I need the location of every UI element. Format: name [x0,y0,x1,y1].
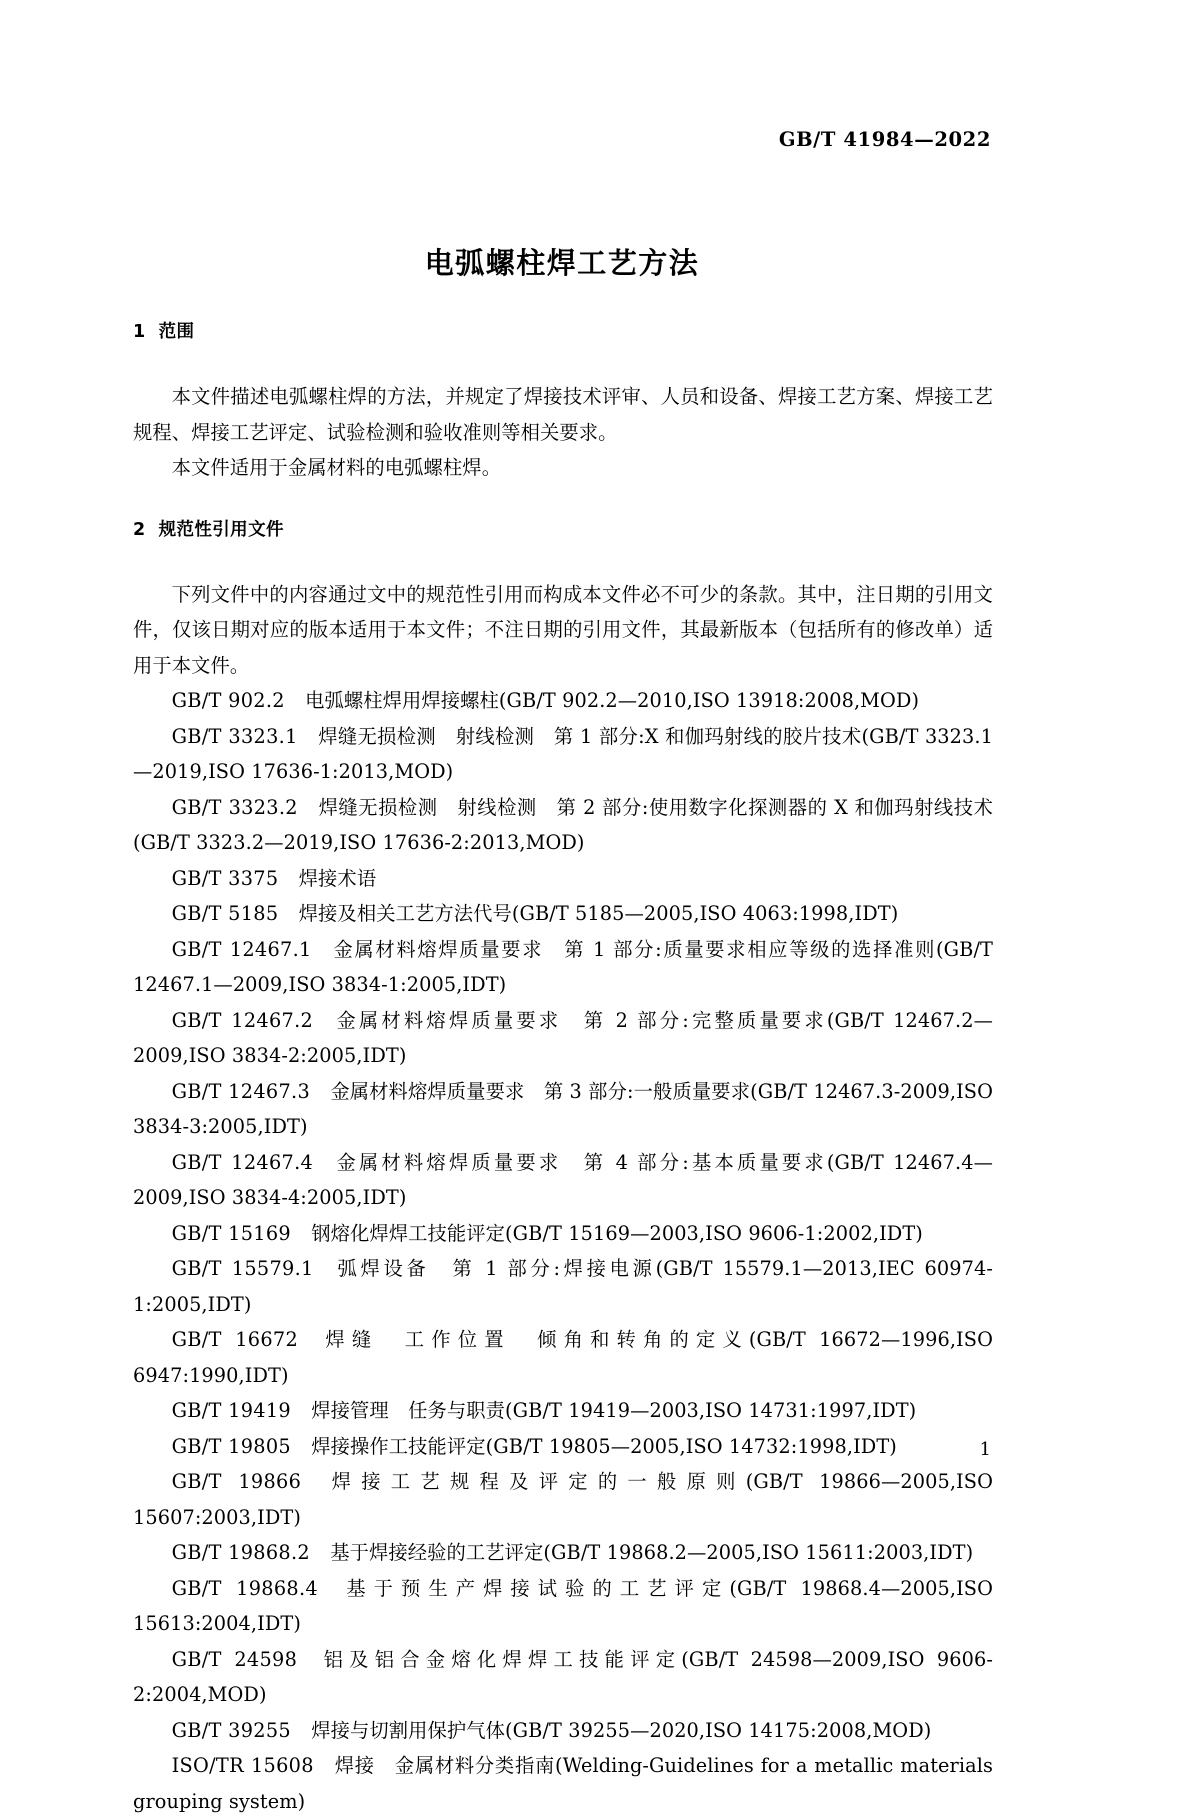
spacer [133,486,993,516]
reference-item [133,1535,993,1571]
reference-code: GB/T 3323.1 [171,724,298,748]
reference-code: ISO/TR 15608 [171,1754,314,1777]
reference-code: GB/T 24598 [171,1647,298,1671]
section-title-1: 范围 [158,322,195,342]
reference-item [133,1464,993,1535]
reference-text: 焊缝 工作位置 倾角和转角的定义(GB/T 16672—1996,ISO 6947:1990,IDT) [133,1328,993,1387]
reference-text: 铝及铝合金熔化焊焊工技能评定(GB/T 24598—2009,ISO 9606-2:2004,MOD) [133,1647,993,1706]
reference-code: GB/T 12467.3 [171,1079,311,1103]
spacer [133,541,993,577]
reference-item [133,1003,993,1074]
document-body [133,318,993,1819]
reference-text: 焊接管理 任务与职责(GB/T 19419—2003,ISO 14731:1997,IDT) [311,1399,917,1422]
reference-text: 电弧螺柱焊用焊接螺柱(GB/T 902.2—2010,ISO 13918:2008,MOD) [305,689,920,712]
reference-text: 焊接 金属材料分类指南(Welding-Guidelines for a metallic materials grouping system) [133,1754,993,1813]
reference-text: 焊接操作工技能评定(GB/T 19805—2005,ISO 14732:1998,IDT) [311,1434,897,1458]
reference-text: 基于预生产焊接试验的工艺评定(GB/T 19868.4—2005,ISO 15613:2004,IDT) [133,1576,994,1635]
section-1-paragraph-1: 本文件描述电弧螺柱焊的方法，并规定了焊接技术评审、人员和设备、焊接工艺方案、焊接工艺规程、焊接工艺评定、试验检测和验收准则等相关要求。 [133,385,993,444]
section-heading-1 [133,318,993,343]
reference-text: 弧焊设备 第 1 部分:焊接电源(GB/T 15579.1—2013,IEC 60974-1:2005,IDT) [133,1257,993,1316]
reference-text: 基于焊接经验的工艺评定(GB/T 19868.2—2005,ISO 15611:2003,IDT) [330,1541,974,1564]
reference-item [133,932,993,1003]
reference-text: 金属材料熔焊质量要求 第 1 部分:质量要求相应等级的选择准则(GB/T 12467.1—2009,ISO 3834-1:2005,IDT) [133,937,994,996]
reference-code: GB/T 12467.4 [171,1150,314,1174]
reference-item [133,1642,993,1713]
reference-item [133,1251,993,1322]
reference-item [133,1713,993,1749]
reference-code: GB/T 3375 [171,866,279,890]
reference-item [133,1322,993,1393]
section-number-2: 2 [133,519,146,540]
reference-code: GB/T 12467.2 [171,1008,314,1032]
reference-item [133,1145,993,1216]
reference-item [133,790,993,861]
reference-code: GB/T 19868.4 [171,1576,318,1600]
reference-code: GB/T 902.2 [171,689,285,712]
reference-item [133,683,993,719]
reference-item [133,861,993,897]
reference-code: GB/T 19805 [171,1434,291,1458]
reference-text: 金属材料熔焊质量要求 第 3 部分:一般质量要求(GB/T 12467.3-2009,ISO 3834-3:2005,IDT) [133,1079,994,1138]
section-heading-2 [133,516,993,541]
reference-code: GB/T 19868.2 [171,1541,310,1564]
normative-reference-list [133,683,993,1819]
reference-text: 金属材料熔焊质量要求 第 2 部分:完整质量要求(GB/T 12467.2—2009,ISO 3834-2:2005,IDT) [133,1008,993,1067]
reference-code: GB/T 5185 [171,902,279,925]
reference-item [133,1571,993,1642]
reference-text: 焊缝无损检测 射线检测 第 1 部分:X 和伽玛射线的胶片技术(GB/T 3323.1—2019,ISO 17636-1:2013,MOD) [133,724,994,783]
section-number-1: 1 [133,322,146,342]
reference-item [133,1216,993,1252]
reference-text: 焊缝无损检测 射线检测 第 2 部分:使用数字化探测器的 X 和伽玛射线技术(GB/T 3323.2—2019,ISO 17636-2:2013,MOD) [133,795,993,854]
running-header-standard-number: GB/T 41984—2022 [778,128,991,151]
document-title: 电弧螺柱焊工艺方法 [424,246,700,281]
section-2-paragraph-1: 下列文件中的内容通过文中的规范性引用而构成本文件必不可少的条款。其中，注日期的引用文件，仅该日期对应的版本适用于本文件；不注日期的引用文件，其最新版本（包括所有的修改单）适用于本文件。 [133,582,993,677]
reference-text: 金属材料熔焊质量要求 第 4 部分:基本质量要求(GB/T 12467.4—2009,ISO 3834-4:2005,IDT) [133,1150,993,1209]
reference-item [133,896,993,932]
reference-code: GB/T 19866 [171,1470,302,1493]
reference-code: GB/T 3323.2 [171,795,298,819]
reference-text: 钢熔化焊焊工技能评定(GB/T 15169—2003,ISO 9606-1:2002,IDT) [311,1221,923,1245]
section-1-paragraph-2: 本文件适用于金属材料的电弧螺柱焊。 [171,456,502,479]
reference-code: GB/T 39255 [171,1718,291,1742]
reference-text: 焊接与切割用保护气体(GB/T 39255—2020,ISO 14175:2008,MOD) [311,1718,932,1742]
reference-code: GB/T 15169 [171,1221,291,1245]
page-number: 1 [979,1439,991,1460]
reference-text: 焊接及相关工艺方法代号(GB/T 5185—2005,ISO 4063:1998,IDT) [298,902,899,925]
spacer [133,343,993,379]
reference-text: 焊接工艺规程及评定的一般原则(GB/T 19866—2005,ISO 15607:2003,IDT) [133,1470,993,1529]
reference-code: GB/T 15579.1 [171,1257,314,1280]
reference-code: GB/T 12467.1 [171,937,312,961]
reference-code: GB/T 16672 [171,1328,299,1351]
reference-code: GB/T 19419 [171,1399,291,1422]
section-title-2: 规范性引用文件 [158,519,284,540]
reference-item [133,1748,993,1819]
reference-item [133,719,993,790]
reference-item [133,1074,993,1145]
reference-item [133,1393,993,1429]
reference-text: 焊接术语 [298,866,377,890]
